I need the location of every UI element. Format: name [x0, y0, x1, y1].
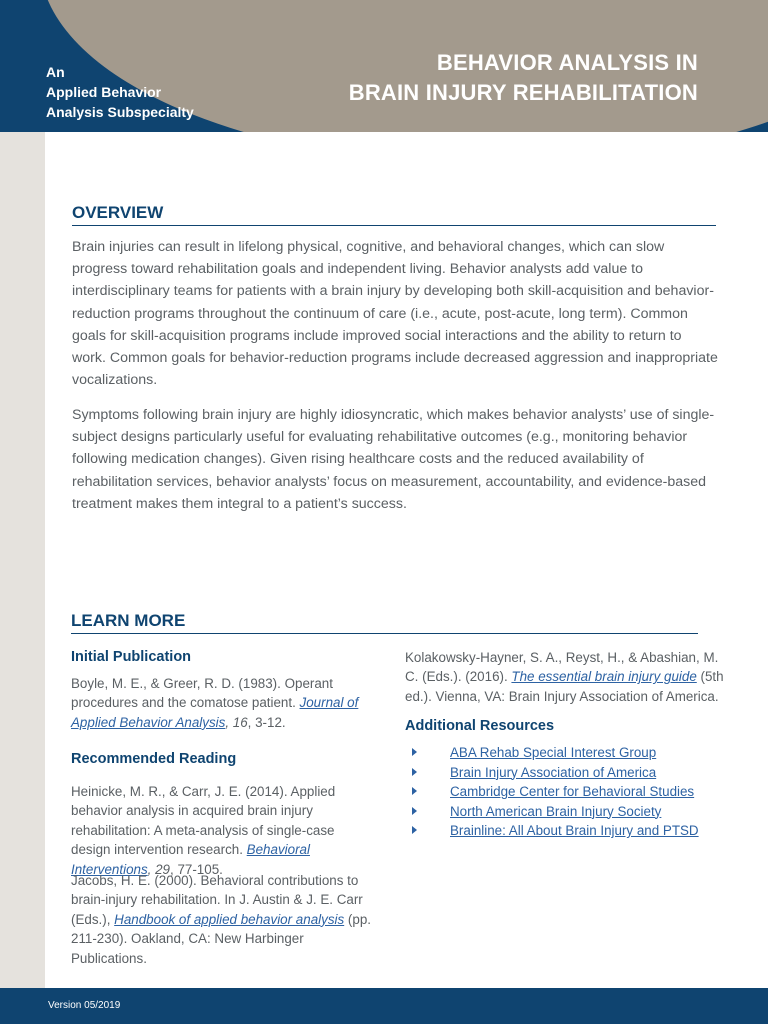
reference-boyle-greer [71, 674, 371, 732]
recommended-reading-heading: Recommended Reading [71, 751, 237, 767]
resource-link-nabis[interactable]: North American Brain Injury Society [450, 803, 662, 819]
journal-link[interactable]: Behavioral Interventions [71, 842, 310, 877]
reference-pages: , 77-105. [170, 861, 223, 877]
reference-text: Jacobs, H. E. (2000). Behavioral contributions to brain-injury rehabilitation. In J. Austin & J. E. Carr (Eds.), [71, 873, 363, 927]
bullet-arrow-icon [412, 826, 417, 834]
reference-text: Boyle, M. E., & Greer, R. D. (1983). Operant procedures and the comatose patient. [71, 676, 333, 711]
reference-pages: , 3-12. [247, 714, 286, 730]
book-link[interactable]: The essential brain injury guide [511, 669, 697, 685]
journal-link[interactable]: Journal of Applied Behavior Analysis [71, 695, 359, 730]
reference-jacobs [71, 871, 381, 968]
bullet-arrow-icon [412, 807, 417, 815]
bullet-arrow-icon [412, 787, 417, 795]
overview-paragraph-2: Symptoms following brain injury are highly idiosyncratic, which makes behavior analysts’ use of single-subject designs particularly useful for evaluating rehabilitative outcomes (e.g., monitoring behavior following medication changes). Given rising healthcare costs and the reduced availability of rehabilitation services, behavior analysts’ focus on measurement, accountability, and evidence-based treatment makes them integral to a patient’s success. [72, 407, 715, 512]
overview-heading: OVERVIEW [72, 203, 716, 226]
book-link[interactable]: Handbook of applied behavior analysis [114, 911, 345, 927]
learn-more-heading: LEARN MORE [71, 611, 698, 634]
initial-publication-heading: Initial Publication [71, 649, 192, 665]
version-label: Version 05/2019 [48, 1000, 121, 1011]
reference-text: Kolakowsky-Hayner, S. A., Reyst, H., & Abashian, M. C. (Eds.). (2016). [405, 650, 719, 685]
footer-bar [0, 988, 768, 1024]
reference-volume: , 29 [147, 861, 171, 877]
reference-volume: , 16 [225, 714, 248, 730]
reference-kolakowsky-hayner [405, 648, 727, 706]
header-banner [0, 0, 768, 132]
reference-publisher: (5th ed.). Vienna, VA: Brain Injury Association of America. [405, 669, 724, 704]
bullet-arrow-icon [412, 768, 417, 776]
resource-link-cambridge-center[interactable]: Cambridge Center for Behavioral Studies [450, 784, 695, 799]
resource-link-brainline[interactable]: Brainline: All About Brain Injury and PTSD [450, 823, 699, 838]
subspecialty-label: An Applied Behavior Analysis Subspecialty [46, 64, 194, 120]
additional-resources-heading: Additional Resources [405, 718, 555, 734]
bullet-arrow-icon [412, 748, 417, 756]
reference-heinicke-carr [71, 782, 377, 879]
resource-link-aba-rehab[interactable]: ABA Rehab Special Interest Group [450, 745, 657, 760]
overview-paragraph-1: Brain injuries can result in lifelong physical, cognitive, and behavioral changes, which can slow progress toward rehabilitation goals and independent living. Behavior analysts add value to interdisciplinary teams for patients with a brain injury by developing both skill-acquisition and behavior-reduction programs throughout the continuum of care (i.e., acute, post-acute, long term). Common goals for skill-acquisition programs include improved social interactions and the ability to return to work. Common goals for behavior-reduction programs include decreased aggression and inappropriate vocalizations. [72, 239, 718, 389]
left-margin-rail [0, 132, 45, 988]
document-title: BEHAVIOR ANALYSIS IN BRAIN INJURY REHABILITATION [348, 50, 698, 105]
reference-text: Heinicke, M. R., & Carr, J. E. (2014). Applied behavior analysis in acquired brain injury rehabilitation: A meta-analysis of single-case design intervention research. [71, 784, 336, 858]
resource-link-biaa[interactable]: Brain Injury Association of America [450, 764, 657, 780]
reference-publisher: (pp. 211-230). Oakland, CA: New Harbinger Publications. [71, 911, 371, 966]
